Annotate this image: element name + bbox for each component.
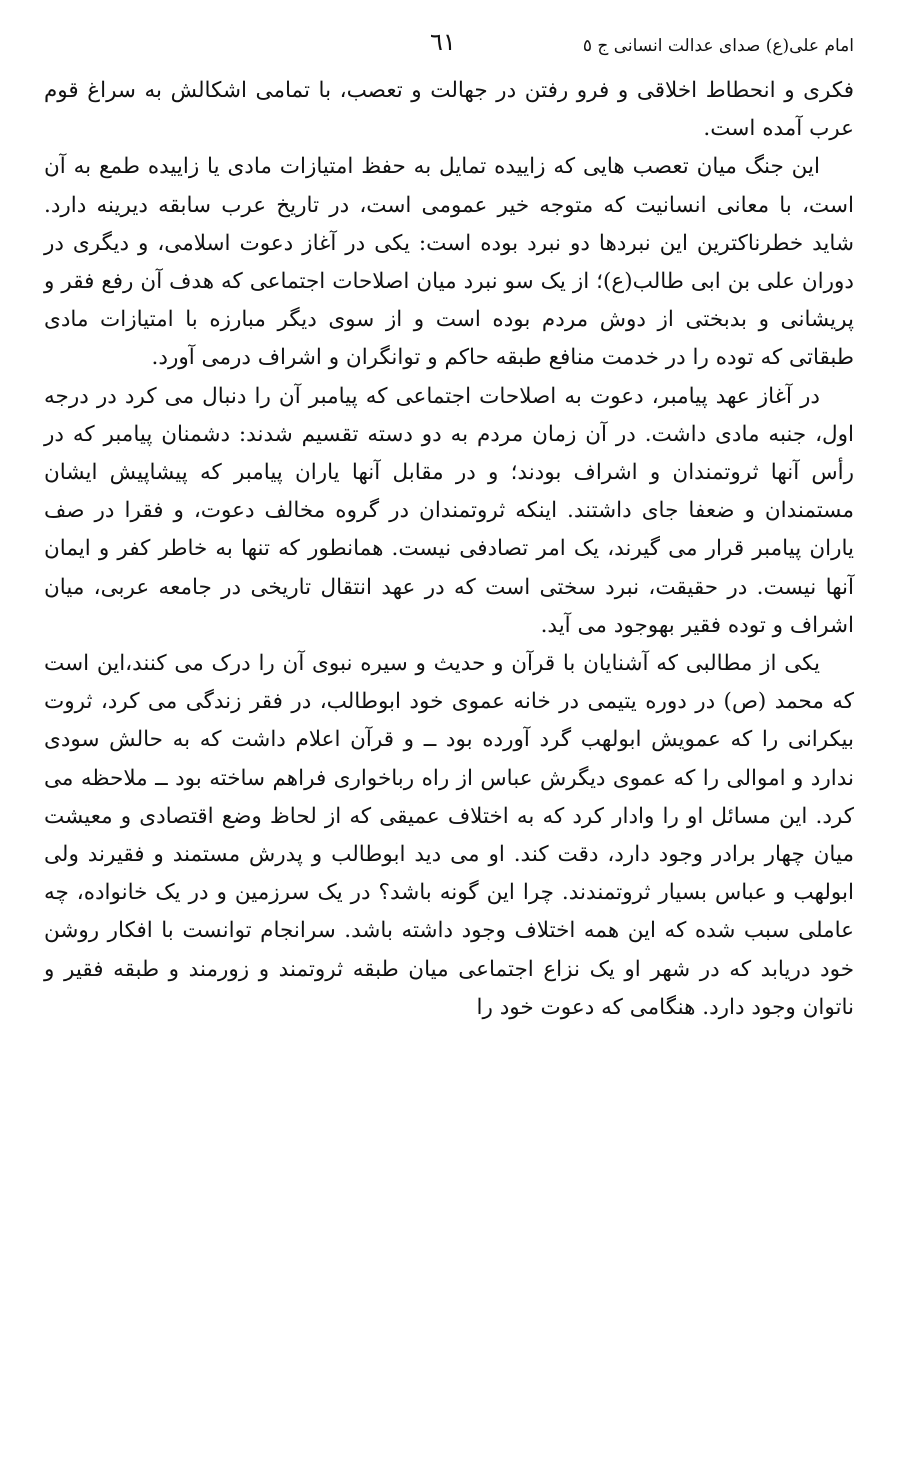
running-header-title: امام علی(ع) صدای عدالت انسانی ج ٥ [582,36,854,56]
page-number: ٦١ [430,28,456,56]
paragraph-continued: فکری و انحطاط اخلاقی و فرو رفتن در جهالت و تعصب، با تمامی اشکالش به سراغ قوم عرب آمده است. [44,78,854,142]
running-header [44,28,854,72]
paragraph-prophet-era: در آغاز عهد پیامبر، دعوت به اصلاحات اجتماعی که پیامبر آن را دنبال می کرد در درجه اول، جنبه مادی داشت. در آن زمان مردم به دو دسته تقسیم شدند: دشمنان پیامبر که در رأس آنها ثروتمندان و اشراف بودند؛ و در مقابل آنها یاران پیامبر که پیشاپیش ایشان مستمندان و ضعفا جای داشتند. اینکه ثروتمندان در گروه مخالف دعوت، و فقرا در صف یاران پیامبر قرار می گیرند، یک امر تصادفی نیست. همانطور که تنها به خاطر کفر و ایمان آنها نیست. در حقیقت، نبرد سختی است که در عهد انتقال تاریخی در جامعه عربی، میان اشراف و توده فقیر بهوجود می آید. [44,383,854,638]
paragraph-muhammad-childhood: یکی از مطالبی که آشنایان با قرآن و حدیث و سیره نبوی آن را درک می کنند،این است که محمد (ص) در دوره یتیمی در خانه عموی خود ابوطالب، در فقر زندگی می کرد، ثروت بیکرانی را که عمویش ابولهب گرد آورده بود ــ و قرآن اعلام داشت که به حالش سودی ندارد و اموالی را که عموی دیگرش عباس از راه رباخواری فراهم ساخته بود ــ ملاحظه می کرد. این مسائل او را وادار کرد که به اختلاف عمیقی که از لحاظ وضع اقتصادی و معیشت میان چهار برادر وجود دارد، دقت کند. او می دید ابوطالب و پدرش مستمند و فقیرند ولی ابولهب و عباس بسیار ثروتمندند. چرا این گونه باشد؟ در یک سرزمین و در یک خانواده، چه عاملی سبب شده که این همه اختلاف وجود داشته باشد. سرانجام توانست با افکار روشن خود دریابد که در شهر او یک نزاع اجتماعی میان طبقه ثروتمند و زورمند و طبقه فقیر و ناتوان وجود دارد. هنگامی که دعوت خود را [44,651,854,1020]
paragraph-conflict-history: این جنگ میان تعصب هایی که زاییده تمایل به حفظ امتیازات مادی یا زاییده طمع به آن است، با معانی انسانیت که متوجه خیر عمومی است، در تاریخ عرب سابقه دیرینه دارد. شاید خطرناکترین این نبردها دو نبرد بوده است: یکی در آغاز دعوت اسلامی، و دیگری در دوران علی بن ابی طالب(ع)؛ از یک سو نبرد میان اصلاحات اجتماعی که هدف آن رفع فقر و پریشانی و بدبختی از دوش مردم بوده است و از سوی دیگر مبارزه با امتیازات مادی طبقاتی که توده را در خدمت منافع طبقه حاکم و توانگران و اشراف درمی آورد. [44,154,854,371]
body-text [44,72,854,1027]
